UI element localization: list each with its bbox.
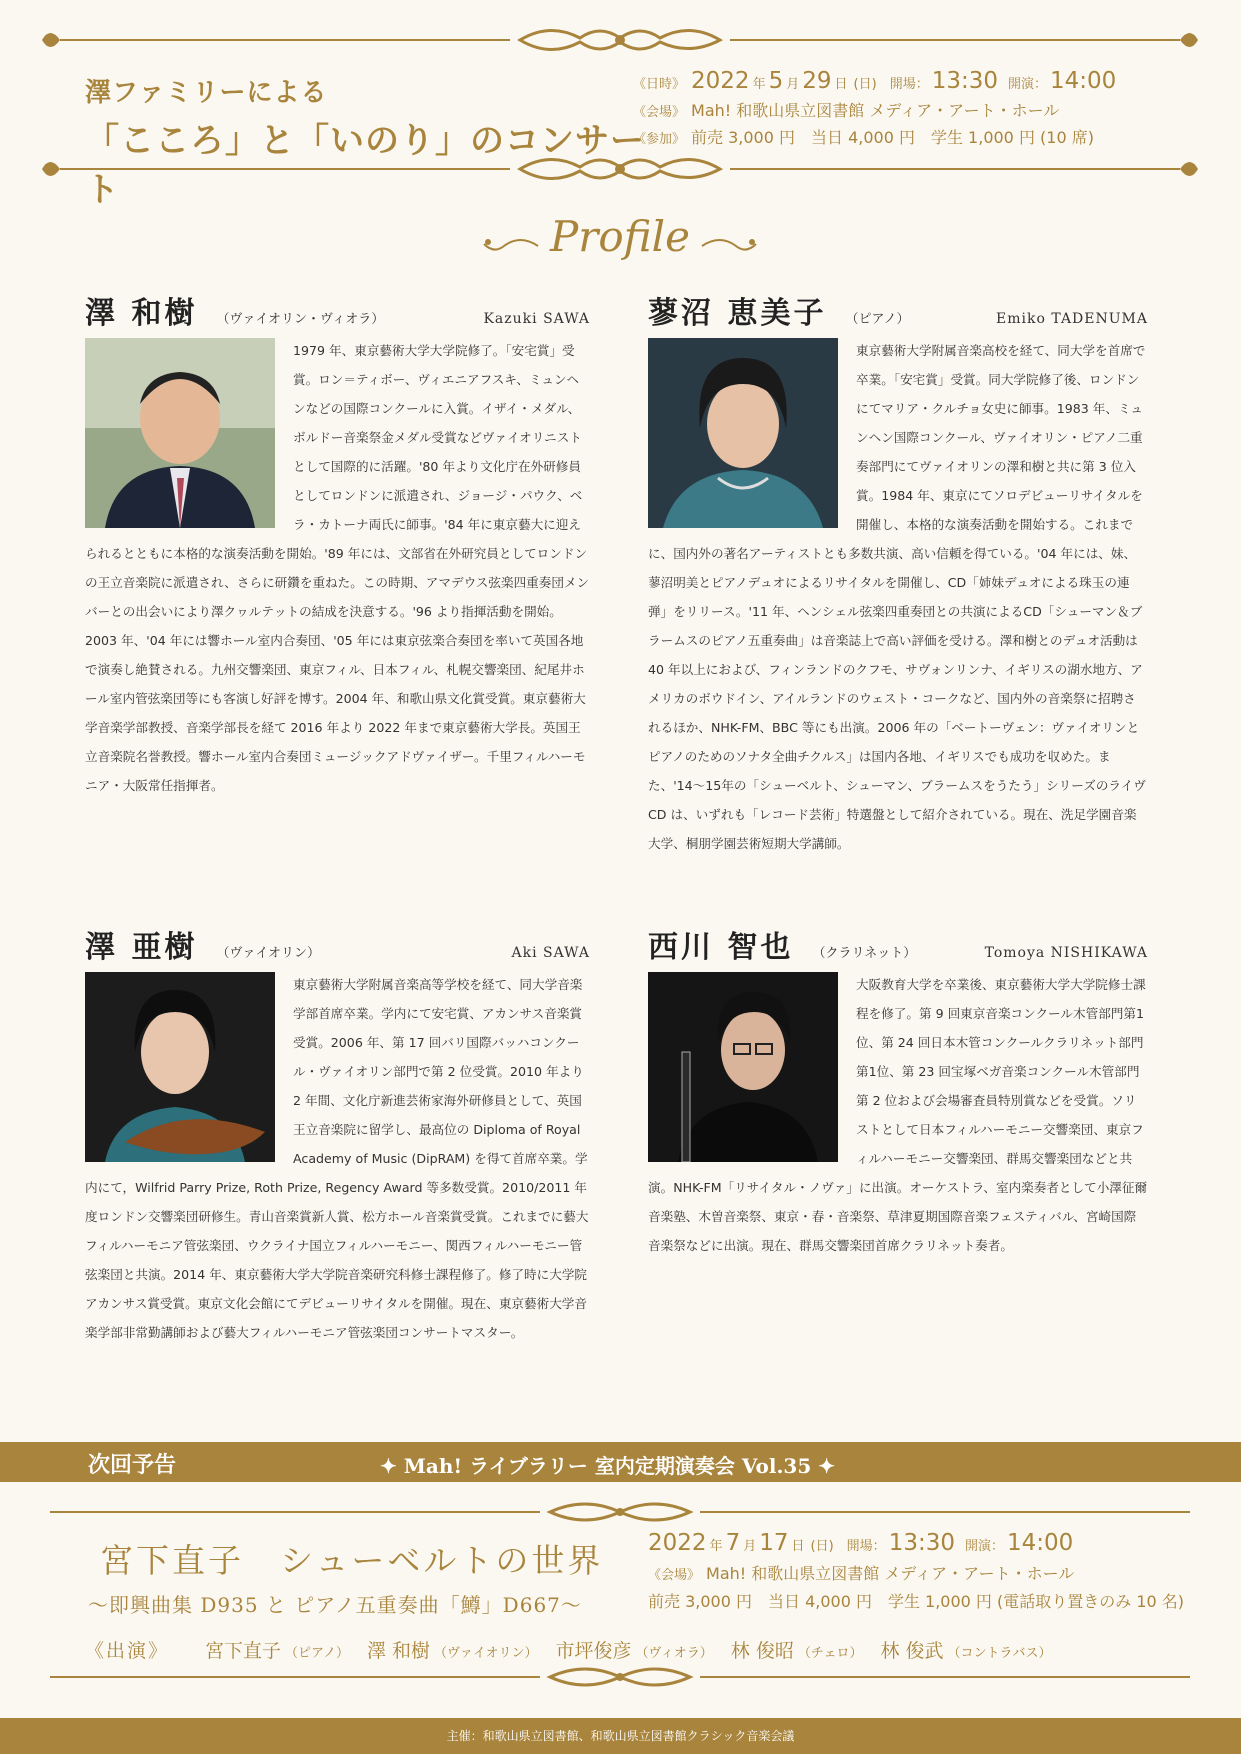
profile-bio: 東京藝術大学附属音楽高等学校を経て、同大学音楽学部首席卒業。学内にて安宅賞、アカンサス音楽賞受賞。2006 年、第 17 回バリ国際バッハコンクール・ヴァイオリン部門で第 2 位受賞。2010 年より 2 年間、文化庁新進芸術家海外研修員として、英国王立音楽院に留学し、最高位の Diploma of Royal Academy of Music (DipRAM) を得て首席卒業。学内にて，Wilfrid Parry Prize, Roth Prize, Regency Award 等多数受賞。2010/2011 年度ロンドン交響楽団研修生。青山音楽賞新人賞、松方ホール音楽賞受賞。これまでに藝大フィルハーモニア管弦楽団、ウクライナ国立フィルハーモニー、関西フィルハーモニー管弦楽団と共演。2014 年、東京藝術大学大学院音楽研究科修士課程修了。修了時に大学院アカンサス賞受賞。東京文化会館にてデビューリサイタルを開催。現在、東京藝術大学音楽学部非常勤講師および藝大フィルハーモニア管弦楽団コンサートマスター。 [85,977,589,1340]
ornament-divider-bottom [40,155,1200,185]
next-day-unit: 日 [791,1539,805,1554]
profile-body [85,970,590,1347]
profile-tomoya-nishikawa [648,922,1148,1260]
venue-tag: 《会場》 [633,105,686,120]
performer-name: 林 俊昭 [730,1640,794,1662]
profile-bio: 1979 年、東京藝術大学大学院修了。「安宅賞」受賞。ロン＝ティボー、ヴィエニアフスキ、ミュンヘンなどの国際コンクールに入賞。イザイ・メダル、ボルドー音楽祭金メダル受賞などヴァイオリニストとして国際的に活躍。'80 年より文化庁在外研修員としてロンドンに派遣され、ジョージ・パウク、ベラ・カトーナ両氏に師事。'84 年に東京藝大に迎えられるとともに本格的な演奏活動を開始。'89 年には、文部省在外研究員としてロンドンの王立音楽院に派遣され、さらに研鑽を重ねた。この時期、アマデウス弦楽四重奏団メンバーとの出会いにより澤クヮルテットの結成を決意する。'96 より指揮活動を開始。2003 年、'04 年には響ホール室内合奏団、'05 年には東京弦楽合奏団を率いて英国各地で演奏し絶賛される。九州交響楽団、東京フィル、日本フィル、札幌交響楽団、紀尾井ホール室内管弦楽団等にも客演し好評を博す。2004 年、和歌山県文化賞受賞。東京藝術大学音楽学部教授、音楽学部長を経て 2016 年より 2022 年まで東京藝術大学長。英国王立音楽院名誉教授。響ホール室内合奏団ミュージックアドヴァイザー。千里フィルハーモニア・大阪常任指揮者。 [85,343,590,793]
profile-heading [480,212,760,272]
concert-title [85,72,645,211]
profile-header [648,288,1148,331]
performer-role: （ヴァイオリン） [434,1646,538,1661]
fee-tag: 《参加》 [633,132,686,147]
profile-bio: 東京藝術大学附属音楽高校を経て、同大学を首席で卒業。「安宅賞」受賞。同大学院修了後、ロンドンにてマリア・クルチョ女史に師事。1983 年、ミュンヘン国際コンクール、ヴァイオリン・ピアノ二重奏部門にてヴァイオリンの澤和樹と共に第 3 位入賞。1984 年、東京にてソロデビューリサイタルを開催し、本格的な演奏活動を開始する。これまでに、国内外の著名アーティストとも多数共演、高い信頼を得ている。'04 年には、妹、蓼沼明美とピアノデュオによるリサイタルを開催し、CD「姉妹デュオによる珠玉の連弾」をリリース。'11 年、ヘンシェル弦楽四重奏団との共演によるCD「シューマン＆ブラームスのピアノ五重奏曲」は音楽誌上で高い評価を受ける。澤和樹とのデュオ活動は 40 年以上におよび、フィンランドのクフモ、サヴォンリンナ、イギリスの湖水地方、アメリカのボウドイン、アイルランドのウェスト・コークなど、国内外の音楽祭に招聘されるほか、NHK-FM、BBC 等にも出演。2006 年の「ベートーヴェン：ヴァイオリンとピアノのためのソナタ全曲チクルス」は国内各地、イギリスでも成功を収めた。また、'14～15年の「シューベルト、シューマン、ブラームスをうたう」シリーズのライヴ CD は、いずれも「レコード芸術」特選盤として紹介されている。現在、洗足学園音楽大学、桐朋学園芸術短期大学講師。 [648,343,1146,851]
profile-body [85,336,590,800]
concert-date-row [633,68,1193,94]
date-day-unit: 日 [834,77,848,92]
portrait-photo [85,972,275,1162]
portrait-photo [648,972,838,1162]
profile-roman-name: Aki SAWA [511,945,590,961]
next-fee-row [648,1589,1208,1612]
date-weekday: (日) [853,77,877,92]
next-doors-label: 開場： [846,1539,886,1554]
performer-name: 林 俊武 [880,1640,944,1662]
performer-item [880,1636,1051,1663]
next-venue-tag: 《会場》 [648,1568,701,1583]
concert-info [633,68,1193,152]
next-month: 7 [725,1530,741,1556]
next-doors-time: 13:30 [888,1530,955,1556]
performer-item [556,1636,713,1663]
ornament-divider-next-top [40,1497,1200,1527]
performer-item [205,1636,349,1663]
profile-name: 西川 智也 [648,930,794,965]
next-year: 2022 [648,1530,707,1556]
date-month: 5 [768,68,784,94]
next-event-subtitle: ～即興曲集 D935 と ピアノ五重奏曲「鱒」D667～ [88,1593,582,1617]
fee-text: 前売 3,000 円 当日 4,000 円 学生 1,000 円 (10 席) [691,128,1094,147]
profile-role: （ヴァイオリン） [216,946,321,961]
profile-body [648,336,1148,858]
next-start-time: 14:00 [1007,1530,1074,1556]
flourish-left-icon [480,234,540,258]
next-month-unit: 月 [743,1539,757,1554]
flourish-right-icon [700,234,760,258]
next-event-title: 宮下直子 シューベルトの世界 [100,1541,604,1580]
profile-emiko-tadenuma [648,288,1148,858]
next-venue-text: Mah! 和歌山県立図書館 メディア・アート・ホール [706,1564,1075,1583]
start-time: 14:00 [1050,68,1117,94]
profile-roman-name: Kazuki SAWA [483,311,590,327]
next-event-label: 次回予告 [88,1452,177,1478]
date-tag: 《日時》 [633,77,686,92]
profile-bio: 大阪教育大学を卒業後、東京藝術大学大学院修士課程を修了。第 9 回東京音楽コンクール木管部門第1位、第 24 回日本木管コンクールクラリネット部門第1位、第 23 回宝塚ベガ音楽コンクール木管部門第 2 位および会場審査員特別賞などを受賞。ソリストとして日本フィルハーモニー交響楽団、東京フィルハーモニー交響楽団、群馬交響楽団などと共演。NHK-FM「リサイタル・ノヴァ」に出演。オーケストラ、室内楽奏者として小澤征爾音楽塾、木曽音楽祭、東京・春・音楽祭、草津夏期国際音楽フェスティバル、宮崎国際音楽祭などに出演。現在、群馬交響楽団首席クラリネット奏者。 [648,977,1148,1253]
next-event-series: ✦ Mah! ライブラリー 室内定期演奏会 Vol.35 ✦ [380,1454,835,1478]
ornament-divider-next-bottom [40,1662,1200,1692]
doors-label: 開場： [889,77,929,92]
profile-aki-sawa [85,922,590,1347]
next-event-info [648,1530,1208,1617]
next-performers [85,1636,1070,1663]
performer-role: （ヴィオラ） [635,1646,713,1661]
profile-header [85,288,590,331]
performer-name: 宮下直子 [205,1640,282,1662]
profile-role: （ピアノ） [845,312,910,327]
concert-title-line2: 「こころ」と「いのり」のコンサート [85,121,645,210]
performer-role: （コントラバス） [947,1646,1052,1661]
date-year-unit: 年 [752,77,766,92]
next-start-label: 開演： [964,1539,1004,1554]
profile-name: 澤 和樹 [85,296,198,331]
profile-kazuki-sawa [85,288,590,800]
profile-name: 蓼沼 恵美子 [648,296,827,331]
profile-roman-name: Tomoya NISHIKAWA [984,945,1148,961]
portrait-photo [85,338,275,528]
performer-item [367,1636,538,1663]
profile-role: （ヴァイオリン・ヴィオラ） [216,312,385,327]
next-fee-text: 前売 3,000 円 当日 4,000 円 学生 1,000 円 (電話取り置きのみ 10 名) [648,1592,1185,1611]
next-date-row [648,1530,1208,1556]
next-event-band [0,1442,1241,1482]
next-venue-row [648,1561,1208,1584]
footer-organizer: 主催：和歌山県立図書館、和歌山県立図書館クラシック音楽会議 [0,1718,1241,1754]
date-day: 29 [802,68,832,94]
performer-item [731,1636,863,1663]
ornament-divider-top [40,24,1200,54]
venue-text: Mah! 和歌山県立図書館 メディア・アート・ホール [691,101,1060,120]
start-label: 開演： [1008,77,1048,92]
profile-header [648,922,1148,965]
next-year-unit: 年 [709,1539,723,1554]
next-day: 17 [759,1530,789,1556]
concert-fee-row [633,125,1193,148]
profile-body [648,970,1148,1260]
doors-time: 13:30 [931,68,998,94]
concert-venue-row [633,98,1193,121]
performer-name: 市坪俊彦 [555,1640,632,1662]
performer-name: 澤 和樹 [367,1640,431,1662]
profile-heading-text: Profile [550,212,690,261]
profile-role: （クラリネット） [812,946,917,961]
date-year: 2022 [691,68,750,94]
date-month-unit: 月 [786,77,800,92]
next-weekday: (日) [810,1539,834,1554]
profile-name: 澤 亜樹 [85,930,198,965]
concert-title-line1: 澤ファミリーによる [85,78,328,108]
performer-role: （ピアノ） [285,1646,349,1661]
profile-roman-name: Emiko TADENUMA [996,311,1148,327]
performers-label: 《出演》 [85,1640,170,1662]
portrait-photo [648,338,838,528]
performer-role: （チェロ） [797,1646,863,1661]
profile-header [85,922,590,965]
